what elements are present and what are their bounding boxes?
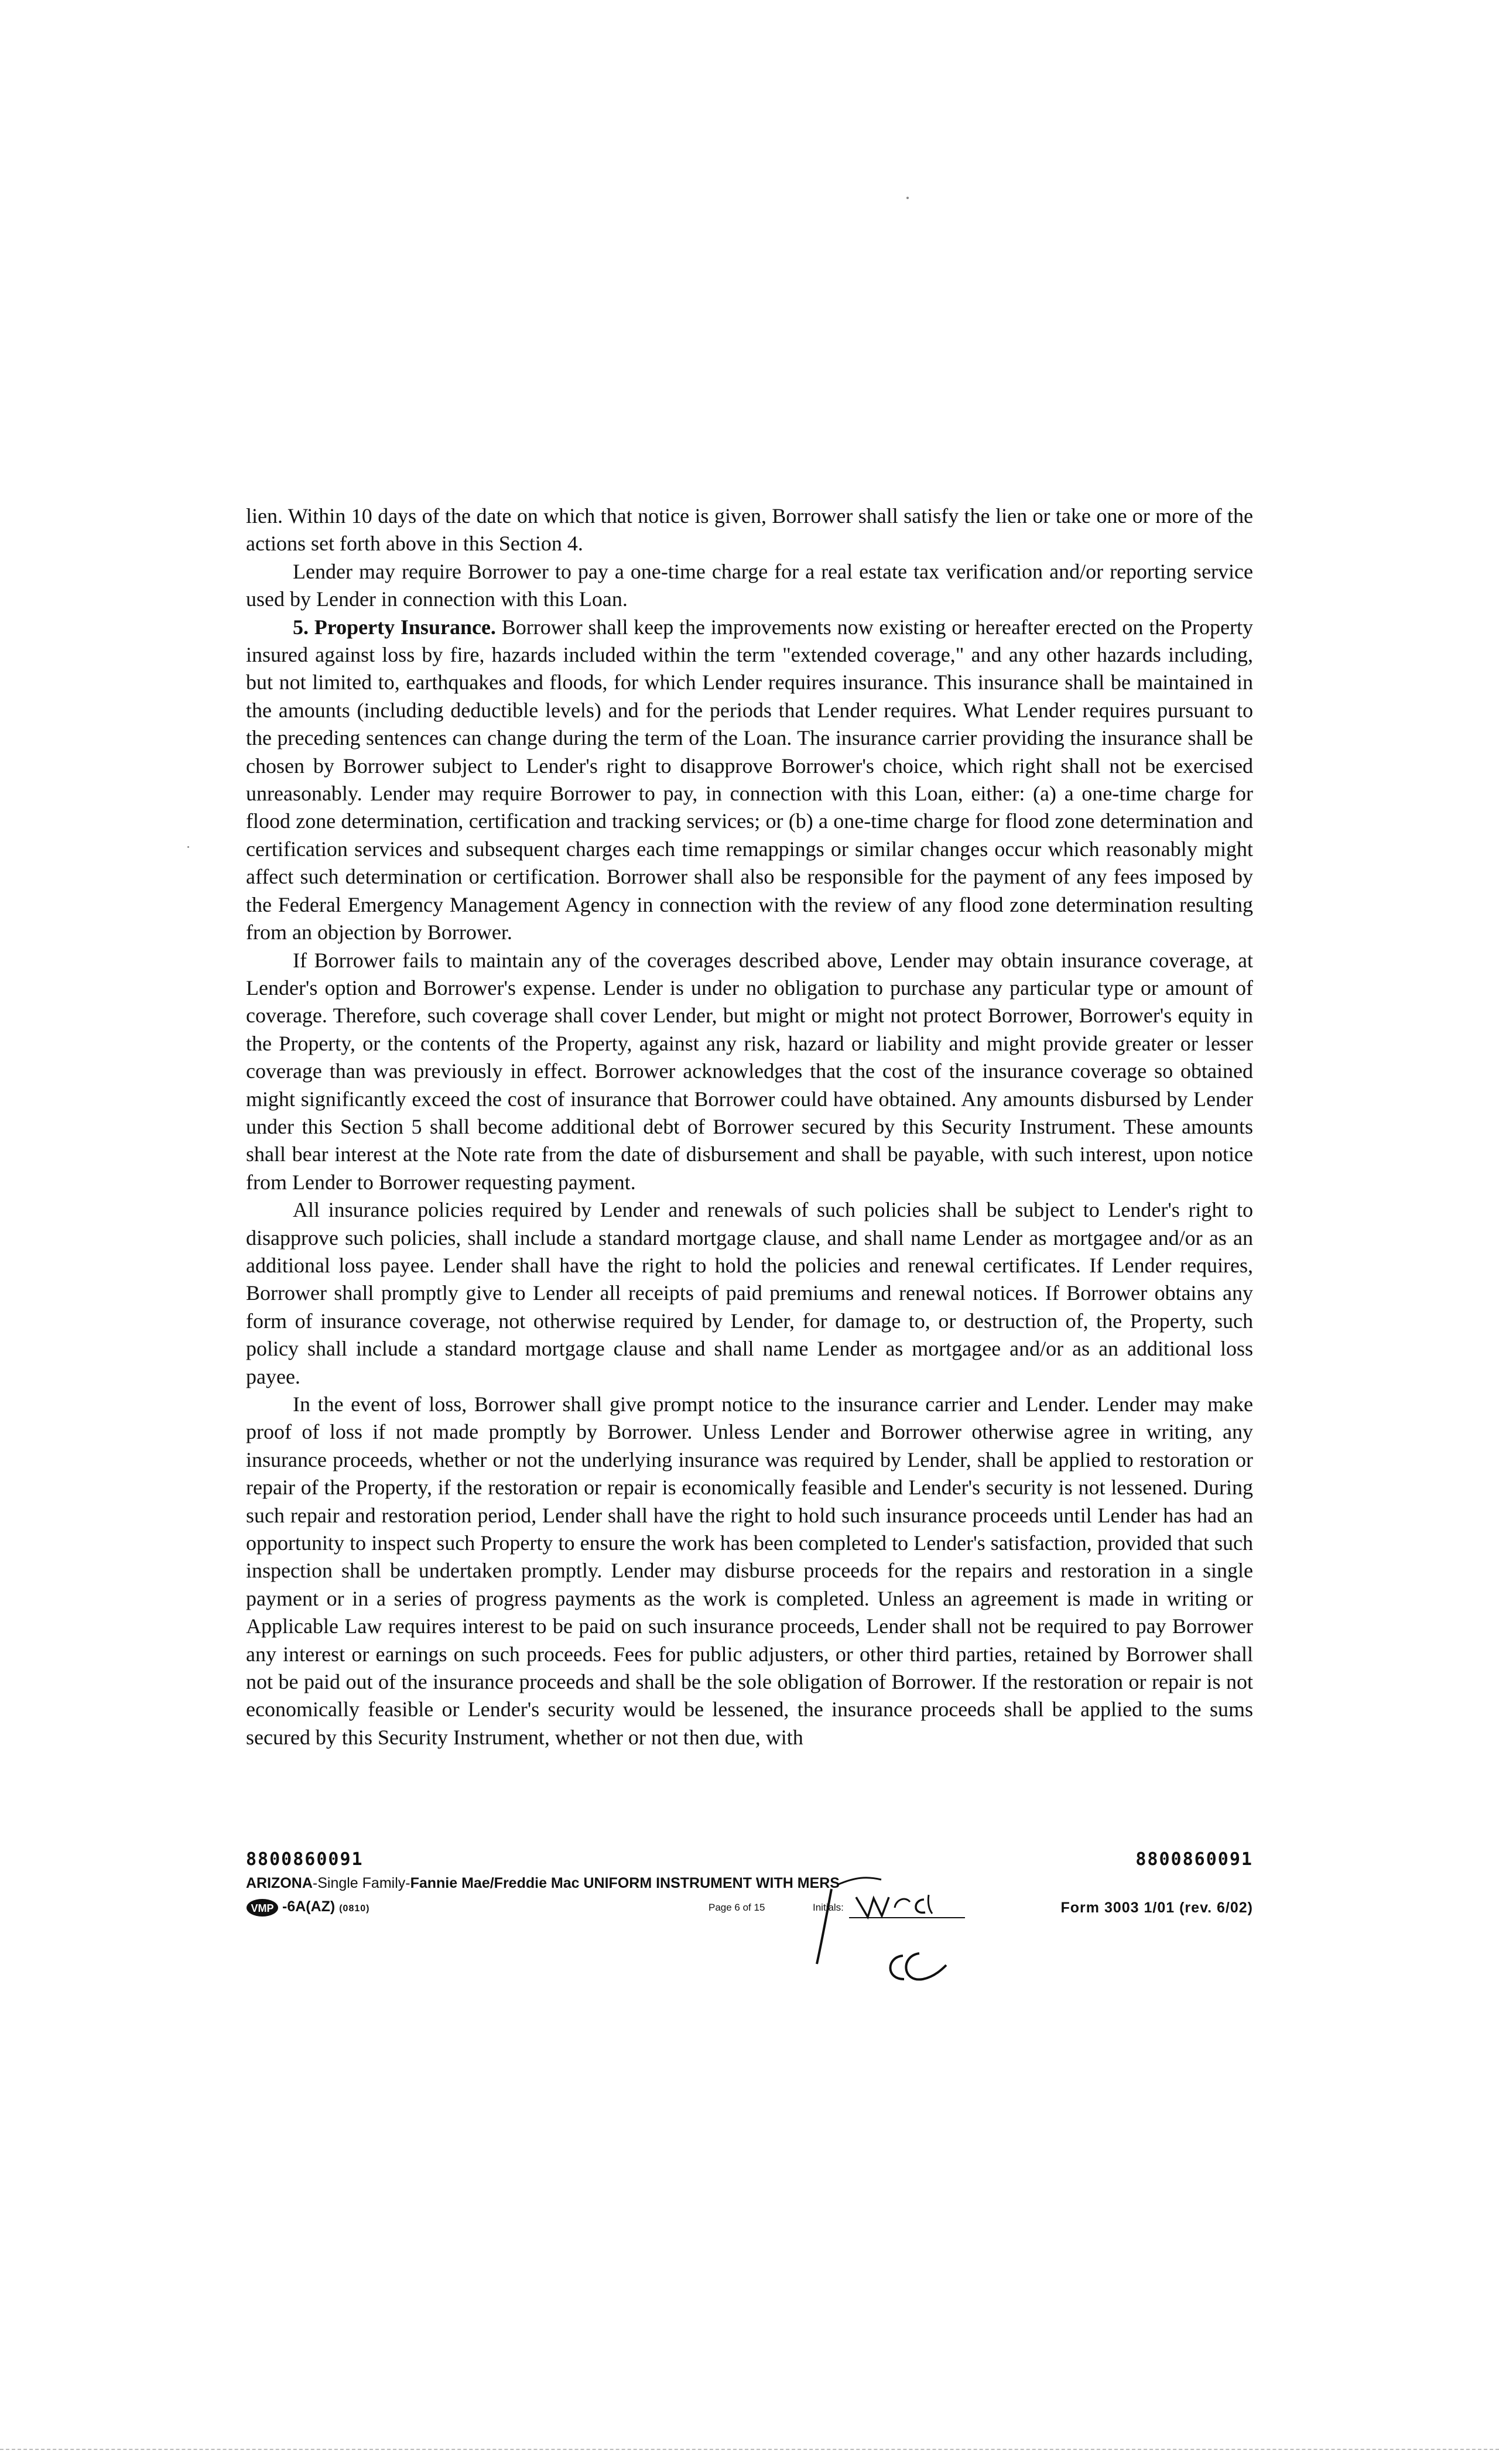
handwritten-initials (246, 1849, 1253, 2001)
paragraph-tax-verification: Lender may require Borrower to pay a one-time charge for a real estate tax verification and/or reporting service used by Lender in connection with this Loan. (246, 559, 1253, 611)
paragraph-policies: All insurance policies required by Lender and renewals of such policies shall be subject to Lender's right to disapprove such policies, shall include a standard mortgage clause, and shall name Lender as mortgagee and/or as an additional loss payee. Lender shall have the right to hold the policies and renewal certificates. If Lender requires, Borrower shall promptly give to Lender all receipts of paid premiums and renewal notices. If Borrower obtains any form of insurance coverage, not otherwise required by Lender, for damage to, or destruction of, the Property, such policy shall include a standard mortgage clause and shall name Lender as mortgagee and/or as an additional loss payee. (246, 1198, 1253, 1388)
scan-edge-line (0, 2449, 1499, 2451)
loan-number-right: 8800860091 (1135, 1849, 1253, 1870)
section-heading: 5. Property Insurance. (293, 615, 496, 639)
form-footer (246, 1849, 1253, 2001)
form-number: Form 3003 1/01 (rev. 6/02) (1060, 1900, 1253, 1916)
paragraph-lien: lien. Within 10 days of the date on which that notice is given, Borrower shall satisfy the lien or take one or more of the actions set forth above in this Section 4. (246, 504, 1253, 556)
svg-text:VMP: VMP (251, 1902, 274, 1914)
form-title: ARIZONA-Single Family-Fannie Mae/Freddie Mac UNIFORM INSTRUMENT WITH MERS (246, 1875, 840, 1891)
paragraph-event-of-loss: In the event of loss, Borrower shall give prompt notice to the insurance carrier and Lender. Lender may make proof of loss if not made promptly by Borrower. Unless Lender and Borrower otherwise agree in writing, any insurance proceeds, whether or not the underlying insurance was required by Lender, shall be applied to restoration or repair of the Property, if the restoration or repair is economically feasible and Lender's security is not lessened. During such repair and restoration period, Lender shall have the right to hold such insurance proceeds until Lender has had an opportunity to inspect such Property to ensure the work has been completed to Lender's satisfaction, provided that such inspection shall be undertaken promptly. Lender may disburse proceeds for the repairs and restoration in a single payment or in a series of progress payments as the work is completed. Unless an agreement is made in writing or Applicable Law requires interest to be paid on such insurance proceeds, Lender shall not be required to pay Borrower any interest or earnings on such proceeds. Fees for public adjusters, or other third parties, retained by Borrower shall not be paid out of the insurance proceeds and shall be the sole obligation of Borrower. If the restoration or repair is not economically feasible or Lender's security would be lessened, the insurance proceeds shall be applied to the sums secured by this Security Instrument, whether or not then due, with (246, 1392, 1253, 1749)
page-number: Page 6 of 15 (709, 1902, 765, 1913)
scan-speck (187, 846, 189, 848)
scan-speck (906, 197, 909, 199)
loan-number-left: 8800860091 (246, 1849, 364, 1870)
initials-label: Initials: (813, 1902, 844, 1913)
form-code: -6A(AZ) (0810) (282, 1898, 370, 1915)
paragraph-lender-coverage: If Borrower fails to maintain any of the coverages described above, Lender may obtain insurance coverage, at Lender's option and Borrower's expense. Lender is under no obligation to purchase any particular type or amount of coverage. Therefore, such coverage shall cover Lender, but might or might not protect Borrower, Borrower's equity in the Property, or the contents of the Property, against any risk, hazard or liability and might provide greater or lesser coverage than was previously in effect. Borrower acknowledges that the cost of the insurance coverage so obtained might significantly exceed the cost of insurance that Borrower could have obtained. Any amounts disbursed by Lender under this Section 5 shall become additional debt of Borrower secured by this Security Instrument. These amounts shall bear interest at the Note rate from the date of disbursement and shall be payable, with such interest, upon notice from Lender to Borrower requesting payment. (246, 948, 1253, 1194)
document-body (246, 502, 1253, 1751)
paragraph-property-insurance: 5. Property Insurance. Borrower shall keep the improvements now existing or hereafter erected on the Property insured against loss by fire, hazards included within the term "extended coverage," and any other hazards including, but not limited to, earthquakes and floods, for which Lender requires insurance. This insurance shall be maintained in the amounts (including deductible levels) and for the periods that Lender requires. What Lender requires pursuant to the preceding sentences can change during the term of the Loan. The insurance carrier providing the insurance shall be chosen by Borrower subject to Lender's right to disapprove Borrower's choice, which right shall not be exercised unreasonably. Lender may require Borrower to pay, in connection with this Loan, either: (a) a one-time charge for flood zone determination, certification and tracking services; or (b) a one-time charge for flood zone determination and certification services and subsequent charges each time remappings or similar changes occur which reasonably might affect such determination or certification. Borrower shall also be responsible for the payment of any fees imposed by the Federal Emergency Management Agency in connection with the review of any flood zone determination resulting from an objection by Borrower. (246, 615, 1253, 944)
